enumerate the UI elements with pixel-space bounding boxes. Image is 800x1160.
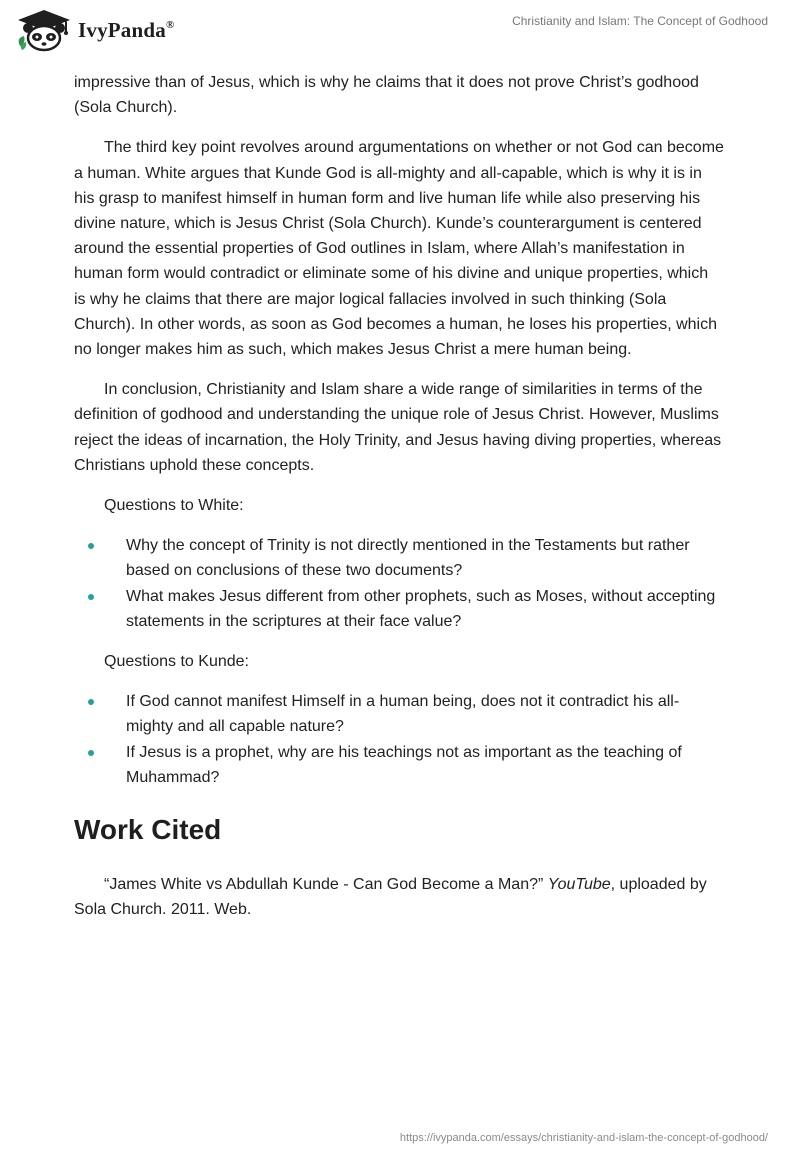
questions-kunde-list (74, 689, 724, 790)
paragraph-conclusion: In conclusion, Christianity and Islam share a wide range of similarities in terms of the definition of godhood and understanding the unique role of Jesus Christ. However, Muslims reject the ideas of incarnation, the Holy Trinity, and Jesus having diving properties, whereas Christians uphold these concepts. (74, 381, 722, 474)
panda-logo-icon (14, 8, 74, 52)
list-item: What makes Jesus different from other prophets, such as Moses, without accepting statements in the scriptures at their face value? (74, 584, 724, 634)
bullet-icon (88, 750, 94, 756)
bullet-icon (88, 543, 94, 549)
questions-white-heading: Questions to White: (104, 497, 244, 515)
questions-kunde-heading: Questions to Kunde: (104, 653, 249, 671)
brand-name: IvyPanda® (78, 17, 175, 42)
document-title: Christianity and Islam: The Concept of Godhood (512, 14, 768, 28)
essay-body (74, 70, 724, 922)
list-item: If Jesus is a prophet, why are his teachings not as important as the teaching of Muhammad? (74, 740, 724, 790)
logo[interactable] (14, 8, 174, 52)
paragraph-third-key-point: The third key point revolves around argumentations on whether or not God can become a human. White argues that Kunde God is all-mighty and all-capable, which is why it is in his grasp to manifest himself in human form and live human life while also preserving his divine nature, which is Jesus Christ (Sola Church). Kunde’s counterargument is centered around the essential properties of God outlines in Islam, where Allah’s manifestation in human form would contradict or eliminate some of his divine and unique properties, which is why he claims that there are major logical fallacies involved in such thinking (Sola Church). In other words, as soon as God becomes a human, he loses his properties, which no longer makes him as such, which makes Jesus Christ a mere human being. (74, 139, 724, 359)
questions-white-list (74, 533, 724, 634)
page-header (0, 0, 800, 70)
list-item: Why the concept of Trinity is not directly mentioned in the Testaments but rather based on conclusions of these two documents? (74, 533, 724, 583)
bullet-icon (88, 594, 94, 600)
works-cited-heading: Work Cited (74, 814, 222, 846)
citation-entry: “James White vs Abdullah Kunde - Can God Become a Man?” YouTube, uploaded by Sola Church. 2011. Web. (74, 876, 707, 919)
bullet-icon (88, 699, 94, 705)
source-url[interactable]: https://ivypanda.com/essays/christianity-and-islam-the-concept-of-godhood/ (399, 1132, 768, 1144)
paragraph-continuation: impressive than of Jesus, which is why he claims that it does not prove Christ’s godhood (Sola Church). (74, 74, 699, 117)
list-item: If God cannot manifest Himself in a human being, does not it contradict his all-mighty and all capable nature? (74, 689, 724, 739)
